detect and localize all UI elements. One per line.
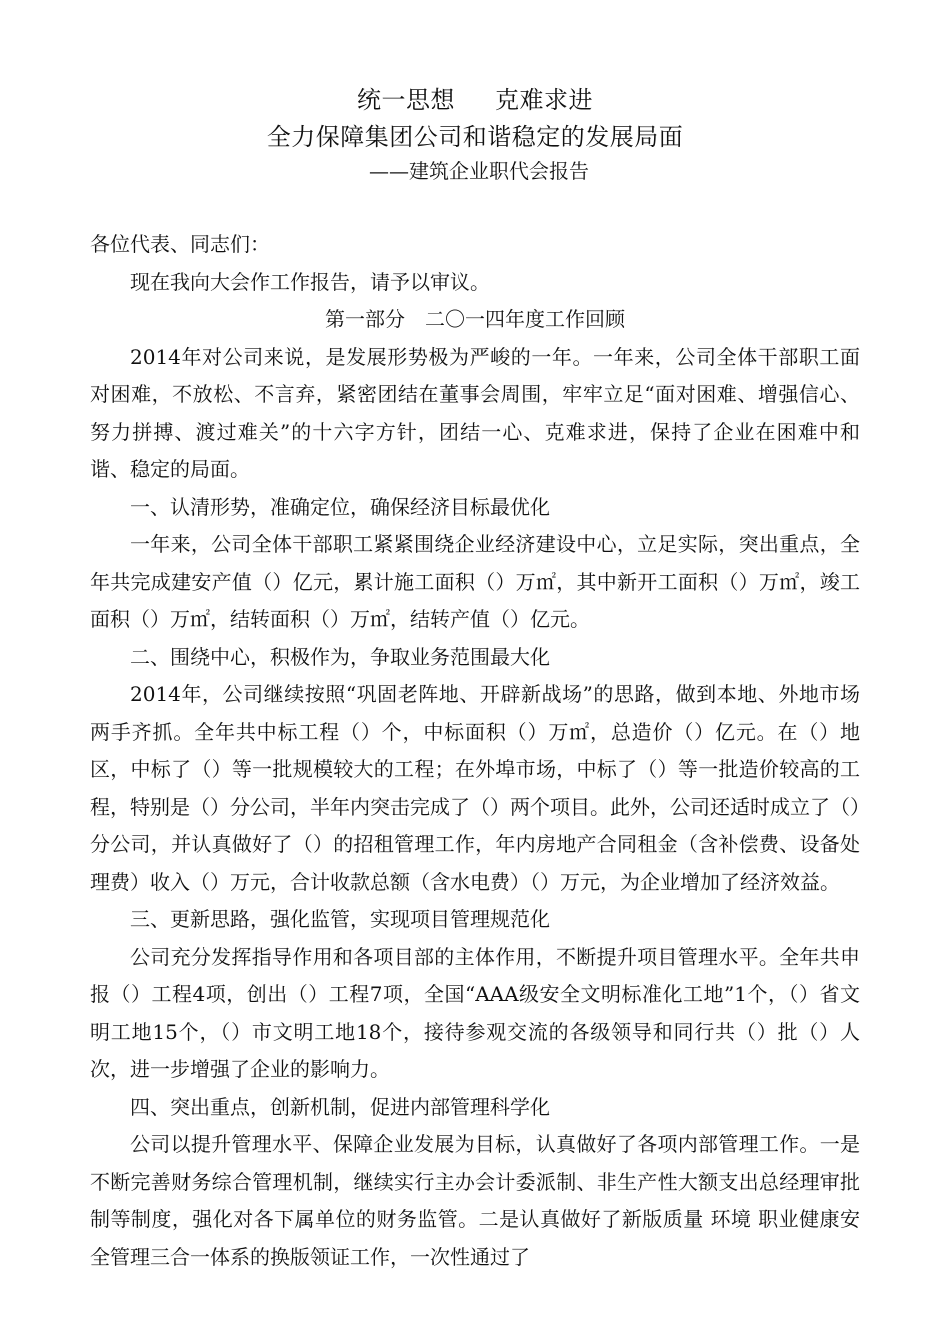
- document-page: [90, 82, 860, 1276]
- paragraph-internal-management: 公司以提升管理水平、保障企业发展为目标，认真做好了各项内部管理工作。一是不断完善财务综合管理机制，继续实行主办会计委派制、非生产性大额支出总经理审批制等制度，强化对各下属单位的财务监管。二是认真做好了新版质量 环境 职业健康安全管理三合一体系的换版领证工作，一次性通过了: [90, 1132, 860, 1269]
- document-title-line-2: 全力保障集团公司和谐稳定的发展局面: [266, 123, 684, 151]
- section-heading-2: 二、围绕中心，积极作为，争取业务范围最大化: [130, 644, 550, 669]
- section-heading-3: 三、更新思路，强化监管，实现项目管理规范化: [130, 907, 550, 931]
- document-subtitle: ——建筑企业职代会报告: [369, 159, 589, 183]
- section-heading-1: 一、认清形势，准确定位，确保经济目标最优化: [130, 494, 550, 519]
- report-body: [90, 226, 860, 1276]
- paragraph-project-management: 公司充分发挥指导作用和各项目部的主体作用，不断提升项目管理水平。全年共申报（）工程4项，创出（）工程7项，全国“AAA级安全文明标准化工地”1个，（）省文明工地15个，（）市文明工地18个，接待参观交流的各级领导和同行共（）批（）人次，进一步增强了企业的影响力。: [90, 944, 860, 1081]
- paragraph-business-scope: 2014年，公司继续按照“巩固老阵地、开辟新战场”的思路，做到本地、外地市场两手齐抓。全年共中标工程（）个，中标面积（）万㎡，总造价（）亿元。在（）地区，中标了（）等一批规模较大的工程；在外埠市场，中标了（）等一批造价较高的工程，特别是（）分公司，半年内突击完成了（）两个项目。此外，公司还适时成立了（）分公司，并认真做好了（）的招租管理工作，年内房地产合同租金（含补偿费、设备处理费）收入（）万元，合计收款总额（含水电费）（）万元，为企业增加了经济效益。: [90, 682, 860, 894]
- part-1-heading: 第一部分 二〇一四年度工作回顾: [325, 307, 625, 331]
- greeting: 各位代表、同志们：: [90, 232, 270, 256]
- title-part-2: 克难求进: [495, 86, 593, 114]
- title-part-1: 统一思想: [357, 86, 455, 114]
- document-title-line-1: [90, 82, 860, 119]
- paragraph-economic-targets: 一年来，公司全体干部职工紧紧围绕企业经济建设中心，立足实际，突出重点，全年共完成建安产值（）亿元，累计施工面积（）万㎡，其中新开工面积（）万㎡，竣工面积（）万㎡，结转面积（）万㎡，结转产值（）亿元。: [90, 532, 860, 631]
- intro-paragraph: 现在我向大会作工作报告，请予以审议。: [130, 269, 490, 294]
- paragraph-overview: 2014年对公司来说，是发展形势极为严峻的一年。一年来，公司全体干部职工面对困难，不放松、不言弃，紧密团结在董事会周围，牢牢立足“面对困难、增强信心、努力拼搏、渡过难关”的十六字方针，团结一心、克难求进，保持了企业在困难中和谐、稳定的局面。: [90, 344, 860, 481]
- section-heading-4: 四、突出重点，创新机制，促进内部管理科学化: [130, 1094, 550, 1119]
